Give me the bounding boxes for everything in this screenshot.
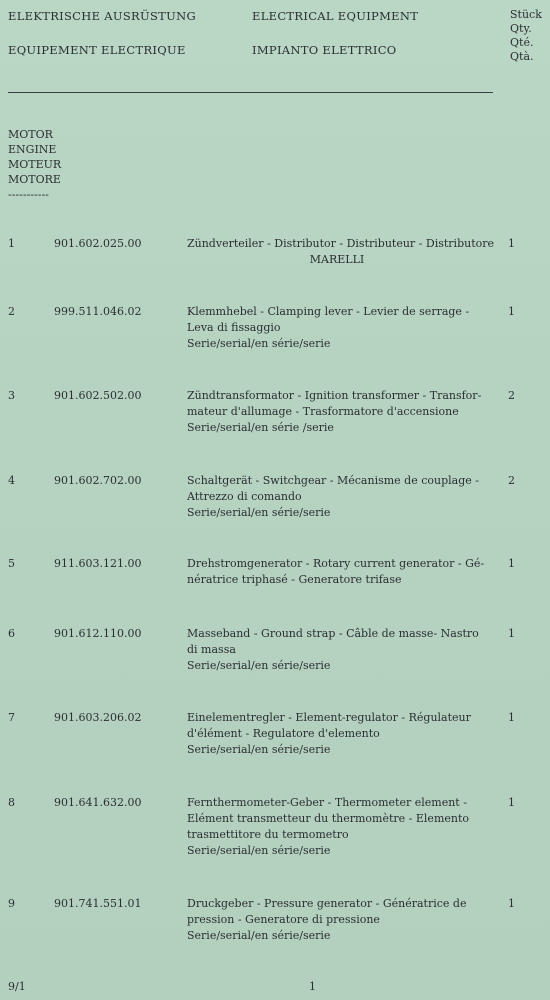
qty-label-it: Qtà. xyxy=(510,50,534,63)
description-line: pression - Generatore di pressione xyxy=(187,913,380,926)
section-underline: ----------- xyxy=(8,188,49,201)
description-line: Fernthermometer-Geber - Thermometer element - xyxy=(187,796,467,809)
description-line: nératrice triphasé - Generatore trifase xyxy=(187,573,402,586)
part-number: 901.602.025.00 xyxy=(54,237,142,250)
header-title-en: ELECTRICAL EQUIPMENT xyxy=(252,9,419,23)
description-line: d'élément - Regulatore d'elemento xyxy=(187,727,380,740)
qty-label-de: Stück xyxy=(510,8,542,21)
item-description xyxy=(187,236,507,268)
item-number: 4 xyxy=(8,474,15,487)
item-quantity: 1 xyxy=(508,557,515,570)
item-number: 6 xyxy=(8,627,15,640)
item-quantity: 2 xyxy=(508,389,515,402)
description-line: Serie/serial/en série/serie xyxy=(187,929,331,942)
item-number: 1 xyxy=(8,237,15,250)
part-number: 901.641.632.00 xyxy=(54,796,142,809)
qty-label-fr: Qté. xyxy=(510,36,534,49)
item-quantity: 2 xyxy=(508,474,515,487)
page-reference: 9/1 xyxy=(8,980,26,993)
quantity-column-header xyxy=(510,8,542,64)
description-line: mateur d'allumage - Trasformatore d'accensione xyxy=(187,405,459,418)
description-line: Serie/serial/en série/serie xyxy=(187,844,331,857)
item-number: 7 xyxy=(8,711,15,724)
part-number: 901.602.502.00 xyxy=(54,389,142,402)
page-number: 1 xyxy=(309,980,316,993)
description-line: Einelementregler - Element-regulator - Régulateur xyxy=(187,711,471,724)
description-line: Drehstromgenerator - Rotary current generator - Gé- xyxy=(187,557,485,570)
item-number: 9 xyxy=(8,897,15,910)
item-quantity: 1 xyxy=(508,897,515,910)
part-number: 999.511.046.02 xyxy=(54,305,142,318)
header-title-fr: EQUIPEMENT ELECTRIQUE xyxy=(8,43,186,57)
item-number: 8 xyxy=(8,796,15,809)
item-quantity: 1 xyxy=(508,627,515,640)
part-number: 901.602.702.00 xyxy=(54,474,142,487)
description-line: Masseband - Ground strap - Câble de masse- Nastro xyxy=(187,627,479,640)
item-description xyxy=(187,304,507,352)
part-number: 901.603.206.02 xyxy=(54,711,142,724)
item-description xyxy=(187,795,507,859)
description-line: di massa xyxy=(187,643,236,656)
part-number: 901.741.551.01 xyxy=(54,897,142,910)
section-line-de: MOTOR xyxy=(8,128,53,141)
description-line: Zündtransformator - Ignition transformer - Transfor- xyxy=(187,389,482,402)
section-heading xyxy=(8,127,61,202)
item-quantity: 1 xyxy=(508,237,515,250)
item-description xyxy=(187,896,507,944)
item-description xyxy=(187,626,507,674)
description-line: Attrezzo di comando xyxy=(187,490,302,503)
description-line: Serie/serial/en série/serie xyxy=(187,337,331,350)
header-title-de: ELEKTRISCHE AUSRÜSTUNG xyxy=(8,9,196,23)
description-line: Druckgeber - Pressure generator - Génératrice de xyxy=(187,897,467,910)
description-line: Serie/serial/en série/serie xyxy=(187,743,331,756)
description-line: Elément transmetteur du thermomètre - Elemento xyxy=(187,812,470,825)
section-line-it: MOTORE xyxy=(8,173,61,186)
section-line-en: ENGINE xyxy=(8,143,57,156)
item-quantity: 1 xyxy=(508,796,515,809)
description-line: Schaltgerät - Switchgear - Mécanisme de couplage - xyxy=(187,474,479,487)
header-divider xyxy=(8,92,493,93)
description-line: Serie/serial/en série/serie xyxy=(187,659,331,672)
item-number: 2 xyxy=(8,305,15,318)
description-line: Klemmhebel - Clamping lever - Levier de serrage - xyxy=(187,305,470,318)
item-description xyxy=(187,556,507,588)
part-number: 901.612.110.00 xyxy=(54,627,142,640)
item-quantity: 1 xyxy=(508,711,515,724)
qty-label-en: Qty. xyxy=(510,22,532,35)
header-title-it: IMPIANTO ELETTRICO xyxy=(252,43,397,57)
description-line: trasmettitore du termometro xyxy=(187,828,349,841)
description-line: MARELLI xyxy=(309,253,365,266)
item-number: 5 xyxy=(8,557,15,570)
item-description xyxy=(187,473,507,521)
description-line: Serie/serial/en série /serie xyxy=(187,421,334,434)
item-description xyxy=(187,710,507,758)
section-line-fr: MOTEUR xyxy=(8,158,62,171)
item-number: 3 xyxy=(8,389,15,402)
item-description xyxy=(187,388,507,436)
description-line: Serie/serial/en série/serie xyxy=(187,506,331,519)
part-number: 911.603.121.00 xyxy=(54,557,142,570)
description-line: Leva di fissaggio xyxy=(187,321,281,334)
item-quantity: 1 xyxy=(508,305,515,318)
description-line: Zündverteiler - Distributor - Distributeur - Distributore xyxy=(187,237,495,250)
